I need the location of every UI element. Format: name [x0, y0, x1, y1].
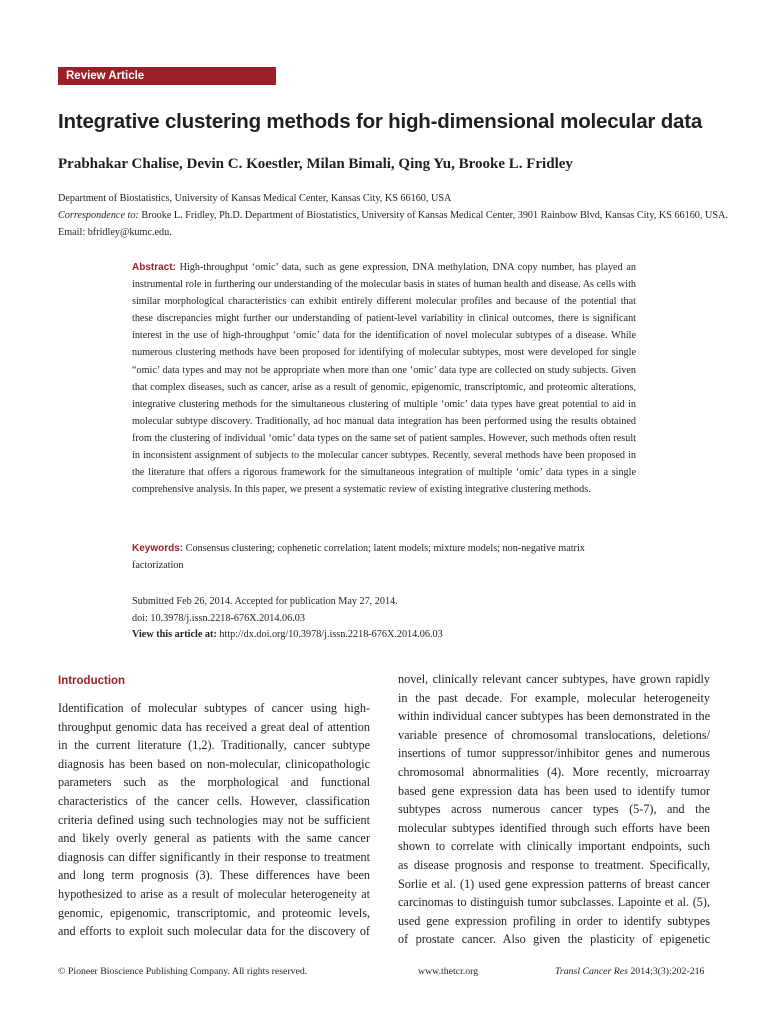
correspondence-text[interactable]: Brooke L. Fridley, Ph.D. Department of Biostatistics, University of Kansas Medical Center, 3901 Rainbow Blvd, Kansas City, KS 66160, USA. Email: bfridley@kumc.edu.	[58, 210, 728, 238]
abstract-text: High-throughput ‘omic’ data, such as gene expression, DNA methylation, DNA copy number, has played an instrumental role in furthering our understanding of the molecular basis in states of human health and disease. As cells with similar morphological characteristics can exhibit entirely different molecular profiles and because of the potential that these discrepancies might further our understanding of patient-level variability in clinical outcomes, there is significant interest in the use of high-throughput ‘omic’ data for the identification of novel molecular subtypes of a disease. While numerous clustering methods have been proposed for identifying of molecular subtypes, most were developed for single “omic’ data types and may not be appropriate when more than one ‘omic’ data type are collected on study subjects. Given that complex diseases, such as cancer, arise as a result of genomic, epigenomic, transcriptomic, and proteomic alterations, integrative clustering methods for the simultaneous clustering of multiple ‘omic’ data types have great potential to aid in molecular subtype discovery. Traditionally, ad hoc manual data integration has been performed using the results obtained from the clustering of individual ‘omic’ data types on the same set of patient samples. However, such methods often result in inconsistent assignment of subjects to the molecular cancer subtypes. Recently, several methods have been proposed in the literature that offers a rigorous framework for the simultaneous integration of multiple ‘omic’ data types in a single comprehensive analysis. In this paper, we present a systematic review of existing integrative clustering methods.	[132, 262, 636, 496]
footer-journal: Transl Cancer Res	[555, 966, 628, 977]
article-title: Integrative clustering methods for high-dimensional molecular data	[58, 110, 703, 133]
text-line: genomic, epigenomic, transcriptomic, and proteomic levels,	[58, 905, 370, 920]
text-line: within individual cancer subtypes has been demonstrated in the	[398, 709, 710, 724]
left-column	[58, 699, 370, 941]
text-line: and likely overly general as patients with the same cancer	[58, 831, 370, 846]
affiliation: Department of Biostatistics, University of Kansas Medical Center, Kansas City, KS 66160, USA	[58, 193, 452, 204]
text-line: shown to correlate with clinically important endpoints, such	[398, 839, 710, 854]
footer-citation	[555, 966, 704, 977]
text-line: based gene expression data has been used to identify tumor	[398, 783, 710, 798]
text-line: Identification of molecular subtypes of cancer using high-	[58, 701, 370, 715]
submitted-date: Submitted Feb 26, 2014. Accepted for publication May 27, 2014.	[132, 596, 398, 607]
text-line: molecular subtypes identified through such efforts have been	[398, 820, 710, 835]
text-line: criteria defined using such technologies may not be sufficient	[58, 812, 370, 827]
text-line: novel, clinically relevant cancer subtypes, have grown rapidly	[398, 672, 710, 686]
text-line: throughput genomic data has received a great deal of attention	[58, 719, 370, 734]
text-line: chromosomal abnormalities (4). More recently, microarray	[398, 764, 710, 779]
text-line: and efforts to exploit such molecular data for the discovery of	[58, 924, 370, 939]
text-line: parameters such as the morphological and functional	[58, 775, 370, 790]
text-line: in the past decade. For example, molecular heterogeneity	[398, 690, 710, 705]
footer-copyright: © Pioneer Bioscience Publishing Company. All rights reserved.	[58, 966, 308, 977]
view-url-link[interactable]: http://dx.doi.org/10.3978/j.issn.2218-676X.2014.06.03	[219, 629, 443, 640]
affiliation-block	[58, 190, 728, 241]
text-line: in the current literature (1,2). Traditionally, cancer subtype	[58, 738, 370, 753]
abstract	[132, 259, 636, 498]
text-line: and long term prognosis (3). These differences have been	[58, 868, 370, 883]
text-line: insertions of tumor suppressor/inhibitor genes and numerous	[398, 746, 710, 761]
keywords-text: Consensus clustering; cophenetic correlation; latent models; mixture models; non-negative matrix factorization	[132, 543, 585, 571]
text-line: characteristics of the cancer cells. However, classification	[58, 793, 370, 808]
text-line: of prostate cancer. Also given the plasticity of epigenetic	[398, 932, 710, 947]
footer-volume: 2014;3(3):202-216	[630, 966, 705, 977]
right-column	[398, 670, 710, 949]
text-line: carcinomas to distinguish tumor subclasses. Lapointe et al. (5),	[398, 895, 710, 910]
text-line: as disease prognosis and response to treatment. Specifically,	[398, 857, 710, 872]
section-heading-introduction: Introduction	[58, 675, 126, 687]
abstract-label: Abstract:	[132, 262, 176, 273]
text-line: Sorlie et al. (1) used gene expression patterns of breast cancer	[398, 876, 710, 891]
footer-website-link[interactable]: www.thetcr.org	[418, 966, 479, 977]
text-line: used gene expression profiling in order to identify subtypes	[398, 913, 710, 928]
view-label: View this article at:	[132, 629, 217, 640]
text-line: hypothesized to arise as a result of molecular heterogeneity at	[58, 886, 370, 901]
article-type-badge: Review Article	[58, 67, 276, 85]
publication-info	[132, 594, 636, 644]
keywords	[132, 540, 636, 574]
correspondence-label: Correspondence to:	[58, 210, 139, 221]
text-line: variable presence of chromosomal translocations, deletions/	[398, 727, 710, 742]
correspondence	[58, 207, 728, 241]
keywords-label: Keywords:	[132, 543, 184, 554]
doi[interactable]: doi: 10.3978/j.issn.2218-676X.2014.06.03	[132, 612, 305, 624]
text-line: subtypes across numerous cancer types (5-7), and the	[398, 802, 710, 817]
view-article	[132, 627, 636, 644]
text-line: diagnosis can differ significantly in their response to treatment	[58, 849, 370, 864]
text-line: diagnosis has been based on non-molecular, clinicopathologic	[58, 756, 370, 771]
author-list: Prabhakar Chalise, Devin C. Koestler, Milan Bimali, Qing Yu, Brooke L. Fridley	[58, 156, 573, 172]
